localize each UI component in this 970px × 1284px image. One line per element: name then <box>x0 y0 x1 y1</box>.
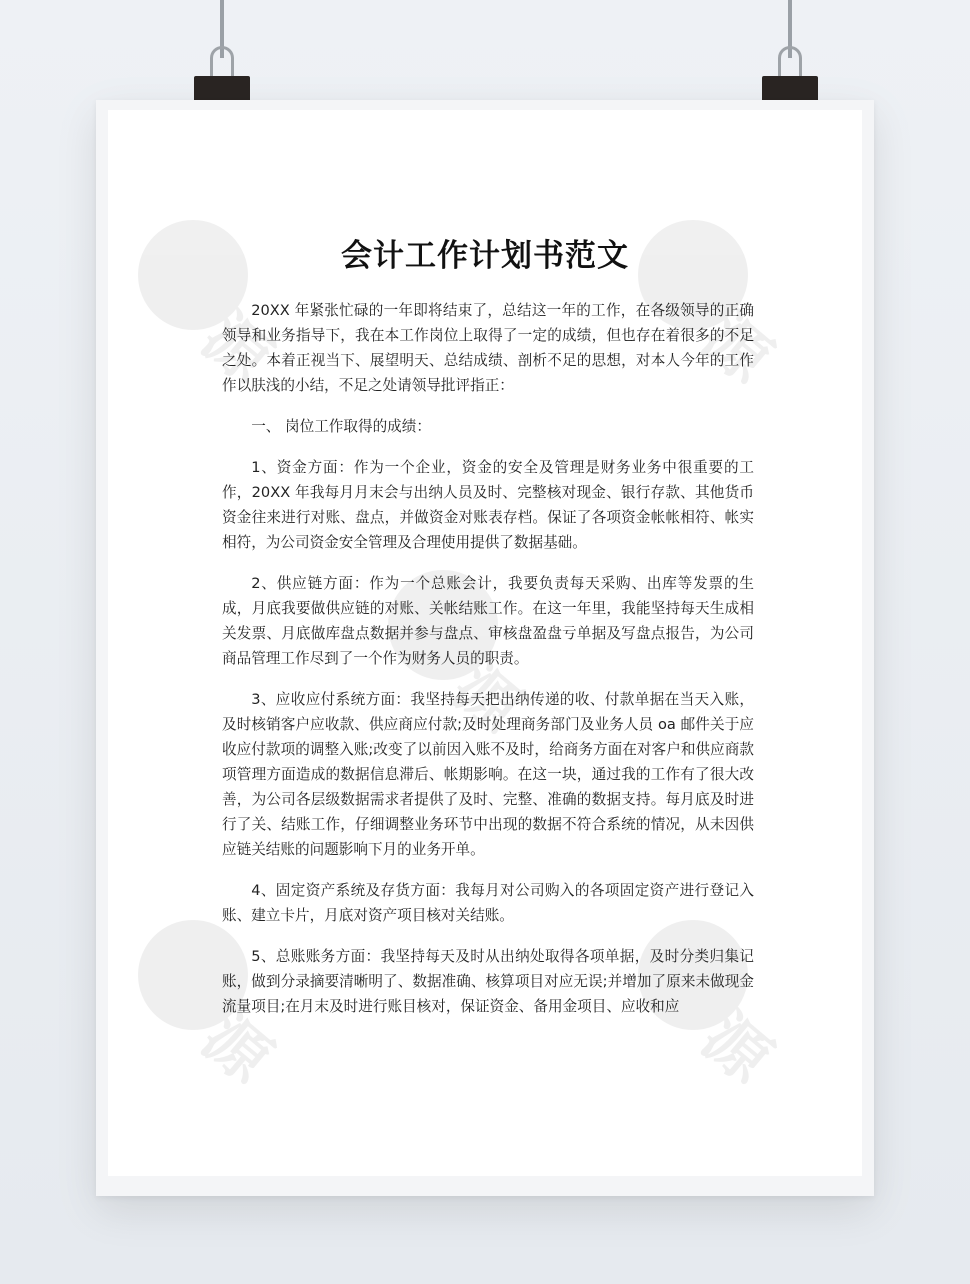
binder-clip-handle <box>210 46 234 80</box>
document-body <box>222 298 754 1035</box>
paragraph-receivables-payables: 3、应收应付系统方面：我坚持每天把出纳传递的收、付款单据在当天入账，及时核销客户应收款、供应商应付款;及时处理商务部门及业务人员 oa 邮件关于应收应付款项的调整入账;改变了以前因入账不及时，给商务方面在对客户和供应商款项管理方面造成的数据信息滞后、帐期影响。在这一块，通过我的工作有了很大改善，为公司各层级数据需求者提供了及时、完整、准确的数据支持。每月底及时进行了关、结账工作，仔细调整业务环节中出现的数据不符合系统的情况，从未因供应链关结账的问题影响下月的业务开单。 <box>222 691 754 858</box>
poster-frame <box>96 100 874 1196</box>
watermark-text: 源 <box>687 999 785 1098</box>
paragraph-general-ledger: 5、总账账务方面：我坚持每天及时从出纳处取得各项单据，及时分类归集记账，做到分录摘要清晰明了、数据准确、核算项目对应无误;并增加了原来未做现金流量项目;在月末及时进行账目核对，保证资金、备用金项目、应收和应 <box>222 948 754 1015</box>
watermark-text: 源 <box>187 299 285 398</box>
document-title: 会计工作计划书范文 <box>341 238 629 274</box>
paragraph-supply-chain: 2、供应链方面：作为一个总账会计，我要负责每天采购、出库等发票的生成，月底我要做供应链的对账、关帐结账工作。在这一年里，我能坚持每天生成相关发票、月底做库盘点数据并参与盘点、审核盘盈盘亏单据及写盘点报告，为公司商品管理工作尽到了一个作为财务人员的职责。 <box>222 575 754 667</box>
section-heading: 一、 岗位工作取得的成绩： <box>251 418 431 435</box>
paragraph-intro: 20XX 年紧张忙碌的一年即将结束了，总结这一年的工作，在各级领导的正确领导和业务指导下，我在本工作岗位上取得了一定的成绩，但也存在着很多的不足之处。本着正视当下、展望明天、总结成绩、剖析不足的思想，对本人今年的工作作以肤浅的小结，不足之处请领导批评指正： <box>222 302 754 394</box>
paragraph-funds: 1、资金方面：作为一个企业，资金的安全及管理是财务业务中很重要的工作，20XX 年我每月月末会与出纳人员及时、完整核对现金、银行存款、其他货币资金往来进行对账、盘点，并做资金对账表存档。保证了各项资金帐帐相符、帐实相符，为公司资金安全管理及合理使用提供了数据基础。 <box>222 459 754 551</box>
watermark-text: 源 <box>687 299 785 398</box>
binder-clip-handle <box>778 46 802 80</box>
paragraph-fixed-assets: 4、固定资产系统及存货方面：我每月对公司购入的各项固定资产进行登记入账、建立卡片，月底对资产项目核对关结账。 <box>222 882 754 924</box>
watermark-text: 源 <box>437 649 535 748</box>
document-page <box>108 110 862 1176</box>
watermark-text: 源 <box>187 999 285 1098</box>
